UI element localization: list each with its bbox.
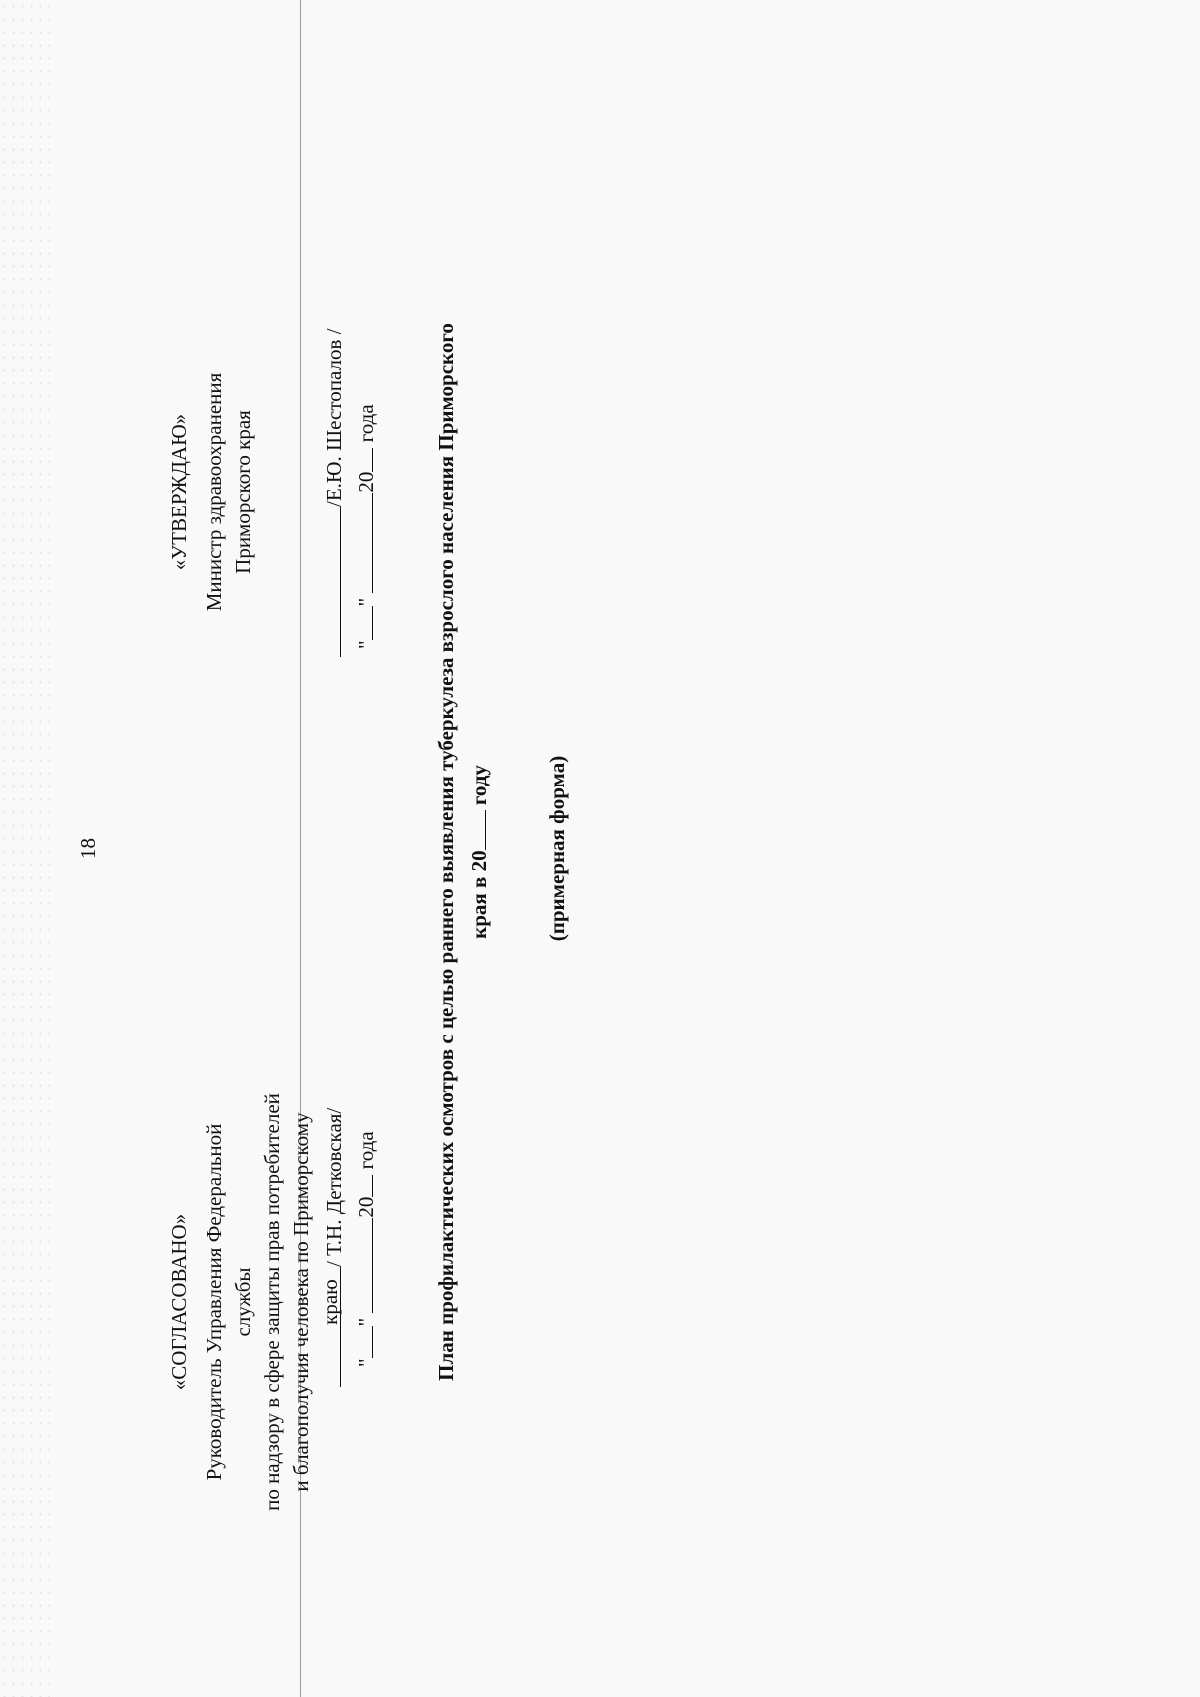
approved-date-open-quote: ": [354, 640, 378, 649]
approved-position-line-2: Приморского края: [231, 410, 255, 574]
approved-year-prefix: 20: [354, 471, 378, 493]
document-subtitle: (примерная форма): [545, 755, 569, 942]
agreed-heading: «СОГЛАСОВАНО»: [167, 1213, 191, 1391]
approved-year-blank: [372, 448, 373, 472]
agreed-position-line-2: по надзору в сфере защиты прав потребителей: [260, 1093, 284, 1511]
agreed-signature-blank: [340, 1267, 341, 1387]
agreed-block: [165, 1092, 345, 1512]
approved-block: [165, 327, 258, 657]
approved-heading: «УТВЕРЖДАЮ»: [167, 413, 191, 571]
agreed-position-line-1: Руководитель Управления Федеральной службы: [202, 1123, 255, 1481]
agreed-year-blank: [372, 1175, 373, 1197]
approved-date-row: [352, 404, 380, 649]
agreed-month-blank: [372, 1218, 373, 1313]
agreed-year-prefix: 20: [354, 1196, 378, 1218]
approved-signatory-name: /Е.Ю. Шестопалов /: [322, 328, 346, 507]
agreed-date-close-quote: ": [354, 1317, 378, 1327]
approved-day-blank: [372, 606, 373, 640]
agreed-position-line-3: и благополучия человека по Приморскому краю: [289, 1112, 342, 1492]
page-number: 18: [76, 838, 100, 859]
approved-signature-blank: [340, 507, 341, 657]
agreed-day-blank: [372, 1326, 373, 1358]
approved-month-blank: [372, 493, 373, 593]
approved-position-line-1: Министр здравоохранения: [202, 372, 226, 612]
agreed-date-suffix: года: [354, 1131, 378, 1170]
document-title: [430, 157, 496, 1547]
approved-date-suffix: года: [354, 404, 378, 443]
agreed-date-open-quote: ": [354, 1358, 378, 1367]
document-title-year-suffix: году: [467, 765, 491, 806]
agreed-signature-row: [320, 1108, 348, 1387]
agreed-signatory-name: / Т.Н. Детковская/: [322, 1107, 346, 1267]
approved-date-close-quote: ": [354, 597, 378, 607]
agreed-date-row: [352, 1131, 380, 1367]
document-title-line-2: [463, 157, 496, 1547]
document-title-year-blank: [485, 810, 486, 850]
document-title-line-1: План профилактических осмотров с целью раннего выявления туберкулеза взрослого населения Приморского: [434, 323, 458, 1381]
document-title-year-prefix: края в 20: [467, 850, 491, 939]
approved-signature-row: [320, 329, 348, 657]
